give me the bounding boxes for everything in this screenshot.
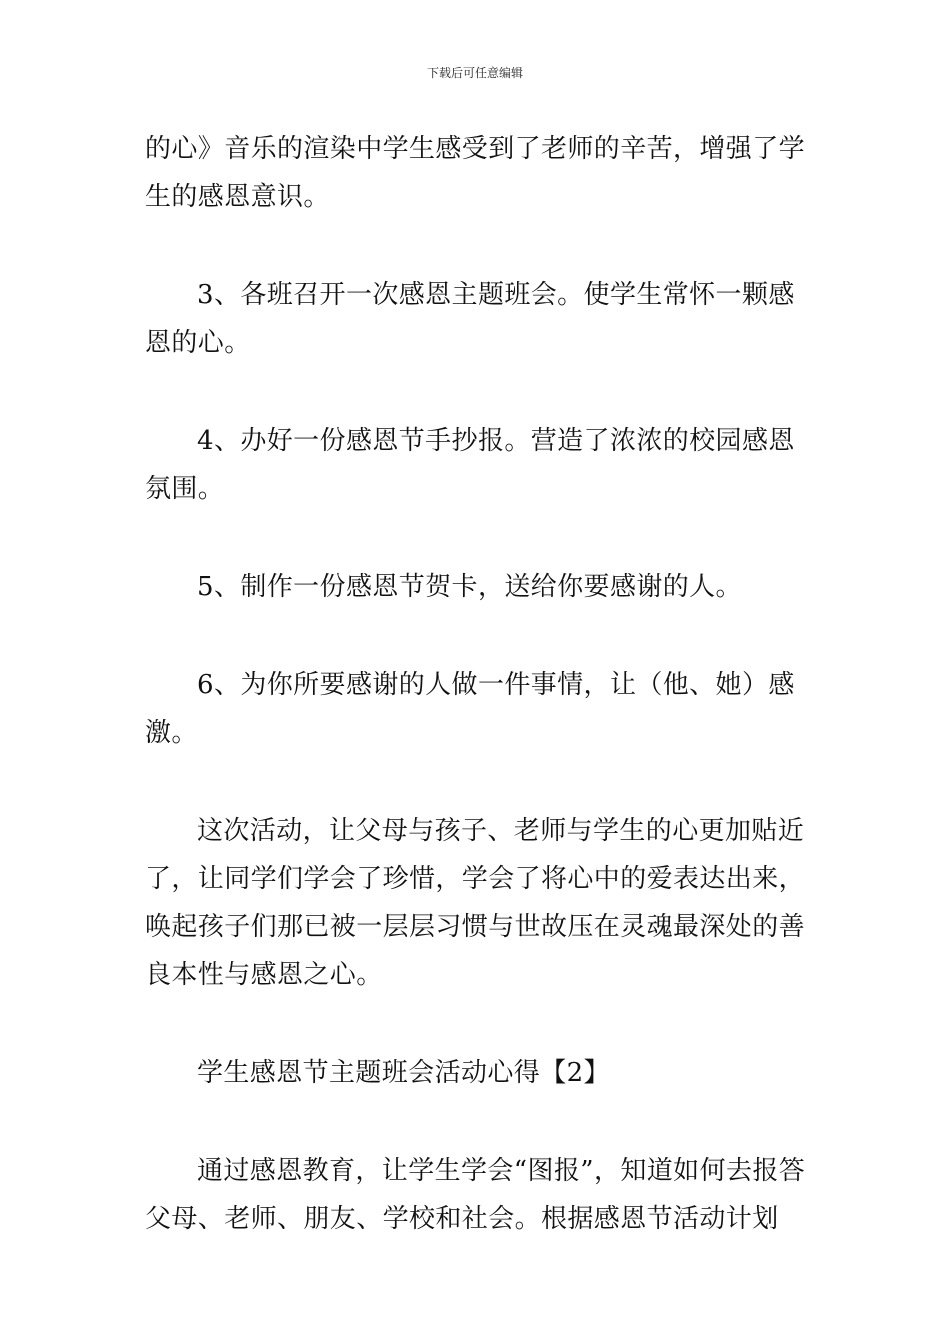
paragraph-item-5: 5、制作一份感恩节贺卡，送给你要感谢的人。 xyxy=(197,572,742,602)
paragraph-section-2-intro: 通过感恩教育，让学生学会“图报”，知道如何去报答父母、老师、朋友、学校和社会。根据感恩节活动计划 xyxy=(145,1156,806,1234)
paragraph-summary: 这次活动，让父母与孩子、老师与学生的心更加贴近了，让同学们学会了珍惜，学会了将心中的爱表达出来，唤起孩子们那已被一层层习惯与世故压在灵魂最深处的善良本性与感恩之心。 xyxy=(145,816,806,990)
paragraph-item-3: 3、各班召开一次感恩主题班会。使学生常怀一颗感恩的心。 xyxy=(145,280,795,358)
section-heading: 学生感恩节主题班会活动心得【2】 xyxy=(197,1058,610,1088)
paragraph-continuation: 的心》音乐的渲染中学生感受到了老师的辛苦，增强了学生的感恩意识。 xyxy=(145,134,806,212)
paragraph-item-4: 4、办好一份感恩节手抄报。营造了浓浓的校园感恩氛围。 xyxy=(145,426,795,504)
paragraph-item-6: 6、为你所要感谢的人做一件事情，让（他、她）感激。 xyxy=(145,670,795,748)
document-body xyxy=(145,125,810,1293)
page-header: 下载后可任意编辑 xyxy=(426,66,523,80)
